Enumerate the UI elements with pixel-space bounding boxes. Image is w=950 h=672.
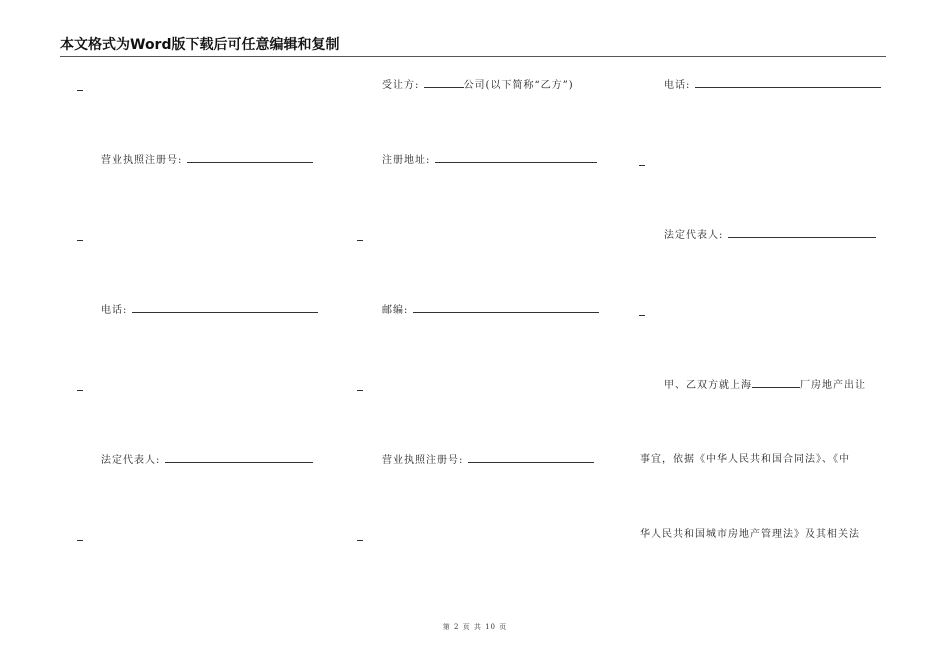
col3-para-line1-a: 甲、乙双方就上海 [664,380,752,391]
col2-assignee-suffix: 公司(以下简称“乙方”) [463,80,574,91]
blank-marker [639,165,645,166]
col1-phone-blank [132,303,318,313]
col3-para-line1 [664,378,866,393]
col2-address-blank [435,153,597,163]
col2-reg-blank [468,453,594,463]
col2-address-line [382,153,597,168]
blank-marker [357,540,363,541]
col1-rep-label: 法定代表人: [101,455,161,466]
page-footer: 第 2 页 共 10 页 [442,623,508,631]
col1-reg-label: 营业执照注册号: [101,155,183,166]
blank-marker [77,540,83,541]
col2-address-label: 注册地址: [382,155,431,166]
col1-reg-line [101,153,313,168]
col1-rep-line [101,453,313,468]
col2-postcode-blank [413,303,599,313]
blank-marker [77,240,83,241]
col2-reg-line [382,453,594,468]
col3-rep-label: 法定代表人: [664,230,724,241]
col1-phone-label: 电话: [101,305,128,316]
col3-para-line2: 事宜，依据《中华人民共和国合同法》、《中 [640,454,850,465]
col3-rep-blank [728,228,876,238]
col1-phone-line [101,303,318,318]
col3-rep-line [664,228,876,243]
col3-phone-label: 电话: [664,80,691,91]
blank-marker [77,390,83,391]
document-header: 本文格式为Word版下载后可任意编辑和复制 [60,34,886,57]
col2-assignee-line [382,78,574,93]
blank-marker [357,240,363,241]
col2-postcode-line [382,303,599,318]
col2-assignee-blank [424,78,464,88]
blank-marker [357,390,363,391]
col2-postcode-label: 邮编: [382,305,409,316]
col3-para-blank [752,378,800,388]
col3-para-line1-b: 厂房地产出让 [800,380,866,391]
blank-marker [639,315,645,316]
col2-assignee-label: 受让方: [382,80,420,91]
col3-para-line3: 华人民共和国城市房地产管理法》及其相关法 [640,529,860,540]
col1-reg-blank [187,153,313,163]
col3-phone-blank [695,78,881,88]
col1-rep-blank [165,453,313,463]
col3-phone-line [664,78,881,93]
blank-marker [77,90,83,91]
col2-reg-label: 营业执照注册号: [382,455,464,466]
